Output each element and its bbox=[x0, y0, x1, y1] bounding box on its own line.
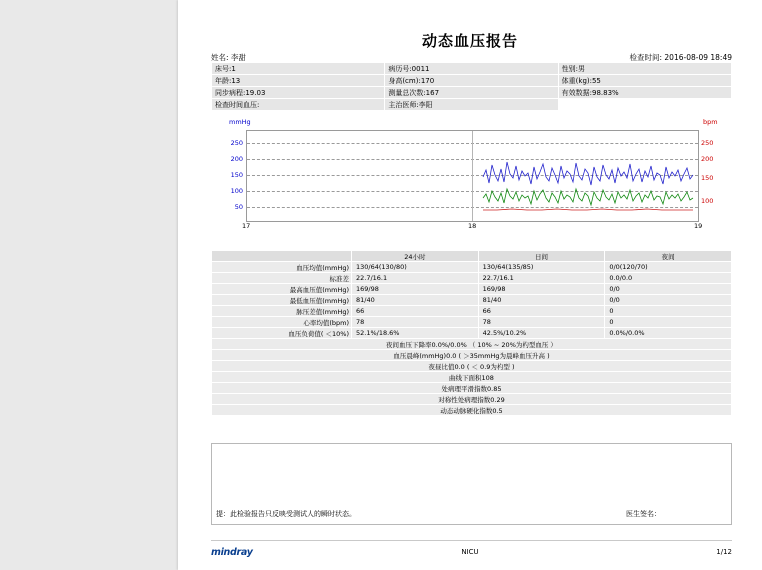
info-cell: 同步病程:19.03 bbox=[212, 87, 385, 99]
table-row bbox=[212, 394, 732, 405]
y-tick-left: 150 bbox=[230, 171, 243, 179]
cell-day: 81/40 bbox=[478, 295, 605, 306]
table-row bbox=[212, 372, 732, 383]
diastolic-series bbox=[483, 189, 693, 205]
patient-name: 姓名: 李甜 bbox=[211, 53, 246, 62]
x-tick: 18 bbox=[468, 222, 477, 230]
column-header bbox=[212, 251, 352, 262]
y-tick-right: 100 bbox=[701, 197, 714, 205]
table-row bbox=[212, 339, 732, 350]
table-row bbox=[212, 295, 732, 306]
cell-day: 78 bbox=[478, 317, 605, 328]
summary-row: 曲线下面积108 bbox=[212, 372, 732, 383]
row-label: 血压负荷值( ＜10%) bbox=[212, 328, 352, 339]
cell-24h: 66 bbox=[352, 306, 479, 317]
info-cell: 有效数据:98.83% bbox=[558, 87, 731, 99]
table-row bbox=[212, 99, 732, 111]
cell-day: 42.5%/10.2% bbox=[478, 328, 605, 339]
table-row bbox=[212, 63, 732, 75]
row-label: 血压均值(mmHg) bbox=[212, 262, 352, 273]
info-cell: 年龄:13 bbox=[212, 75, 385, 87]
summary-row: 夜昼比值0.0 ( ＜ 0.9为杓型 ) bbox=[212, 361, 732, 372]
y-tick-right: 200 bbox=[701, 155, 714, 163]
table-row bbox=[212, 262, 732, 273]
x-tick: 17 bbox=[242, 222, 251, 230]
cell-24h: 130/64(130/80) bbox=[352, 262, 479, 273]
info-cell: 测量总次数:167 bbox=[385, 87, 558, 99]
y-tick-left: 200 bbox=[230, 155, 243, 163]
y-tick-left: 100 bbox=[230, 187, 243, 195]
chart-plot-area bbox=[246, 130, 699, 222]
statistics-table bbox=[211, 250, 732, 416]
table-row bbox=[212, 350, 732, 361]
cell-night: 0 bbox=[605, 306, 732, 317]
info-cell: 病历号:0011 bbox=[385, 63, 558, 75]
doctor-signature-label: 医生签名： bbox=[626, 510, 661, 518]
column-header: 24小时 bbox=[352, 251, 479, 262]
cell-24h: 22.7/16.1 bbox=[352, 273, 479, 284]
chart-left-unit: mmHg bbox=[229, 118, 251, 126]
cell-24h: 169/98 bbox=[352, 284, 479, 295]
cell-night: 0.0/0.0 bbox=[605, 273, 732, 284]
summary-row: 对称性处病理指数0.29 bbox=[212, 394, 732, 405]
row-label: 标准差 bbox=[212, 273, 352, 284]
table-row bbox=[212, 306, 732, 317]
cell-day: 169/98 bbox=[478, 284, 605, 295]
summary-row: 夜间血压下降率0.0%/0.0% （ 10% ~ 20%为杓型血压 ） bbox=[212, 339, 732, 350]
cell-night: 0 bbox=[605, 317, 732, 328]
systolic-series bbox=[483, 162, 693, 185]
info-cell: 主治医师:李阳 bbox=[385, 99, 558, 111]
column-header: 夜间 bbox=[605, 251, 732, 262]
cell-night: 0/0 bbox=[605, 284, 732, 295]
cell-day: 66 bbox=[478, 306, 605, 317]
patient-info-table bbox=[211, 62, 732, 111]
document-page bbox=[178, 0, 762, 570]
table-row bbox=[212, 405, 732, 416]
row-label: 最低血压值(mmHg) bbox=[212, 295, 352, 306]
cell-24h: 78 bbox=[352, 317, 479, 328]
x-tick: 19 bbox=[694, 222, 703, 230]
info-cell: 身高(cm):170 bbox=[385, 75, 558, 87]
info-cell: 性别:男 bbox=[558, 63, 731, 75]
summary-row: 动态动脉硬化指数0.5 bbox=[212, 405, 732, 416]
y-tick-left: 250 bbox=[230, 139, 243, 147]
info-cell: 检查时间血压: bbox=[212, 99, 385, 111]
brand-logo: mindray bbox=[211, 547, 253, 558]
table-row bbox=[212, 383, 732, 394]
table-header-row bbox=[212, 251, 732, 262]
row-label: 脉压差值(mmHg) bbox=[212, 306, 352, 317]
y-tick-right: 250 bbox=[701, 139, 714, 147]
column-header: 日间 bbox=[478, 251, 605, 262]
table-row bbox=[212, 361, 732, 372]
blood-pressure-report bbox=[178, 0, 762, 570]
cell-day: 130/64(135/85) bbox=[478, 262, 605, 273]
table-row bbox=[212, 273, 732, 284]
cell-24h: 52.1%/18.6% bbox=[352, 328, 479, 339]
check-time: 检查时间: 2016-08-09 18:49 bbox=[629, 53, 732, 62]
info-cell: 体重(kg):55 bbox=[558, 75, 731, 87]
heart-rate-series bbox=[483, 209, 693, 210]
summary-row: 血压晨峰(mmHg)0.0 ( ＞35mmHg为晨峰血压升高 ) bbox=[212, 350, 732, 361]
info-cell bbox=[558, 99, 731, 111]
table-row bbox=[212, 87, 732, 99]
y-tick-right: 150 bbox=[701, 174, 714, 182]
chart-series-svg bbox=[247, 131, 698, 221]
blood-pressure-chart bbox=[211, 118, 732, 243]
footer-divider bbox=[211, 540, 732, 541]
cell-day: 22.7/16.1 bbox=[478, 273, 605, 284]
row-label: 心率均值(bpm) bbox=[212, 317, 352, 328]
page-title: 动态血压报告 bbox=[421, 32, 518, 50]
cell-night: 0.0%/0.0% bbox=[605, 328, 732, 339]
table-row bbox=[212, 284, 732, 295]
chart-right-unit: bpm bbox=[703, 118, 718, 126]
y-tick-left: 50 bbox=[234, 203, 243, 211]
table-row bbox=[212, 328, 732, 339]
footer-department: NICU bbox=[461, 548, 479, 556]
page-number: 1/12 bbox=[716, 548, 732, 556]
cell-night: 0/0(120/70) bbox=[605, 262, 732, 273]
info-cell: 床号:1 bbox=[212, 63, 385, 75]
cell-night: 0/0 bbox=[605, 295, 732, 306]
disclaimer-text: 提：此检验报告只反映受测试人的瞬时状态。 bbox=[216, 510, 356, 518]
table-row bbox=[212, 317, 732, 328]
row-label: 最高血压值(mmHg) bbox=[212, 284, 352, 295]
cell-24h: 81/40 bbox=[352, 295, 479, 306]
table-row bbox=[212, 75, 732, 87]
summary-row: 处病理平滑指数0.85 bbox=[212, 383, 732, 394]
